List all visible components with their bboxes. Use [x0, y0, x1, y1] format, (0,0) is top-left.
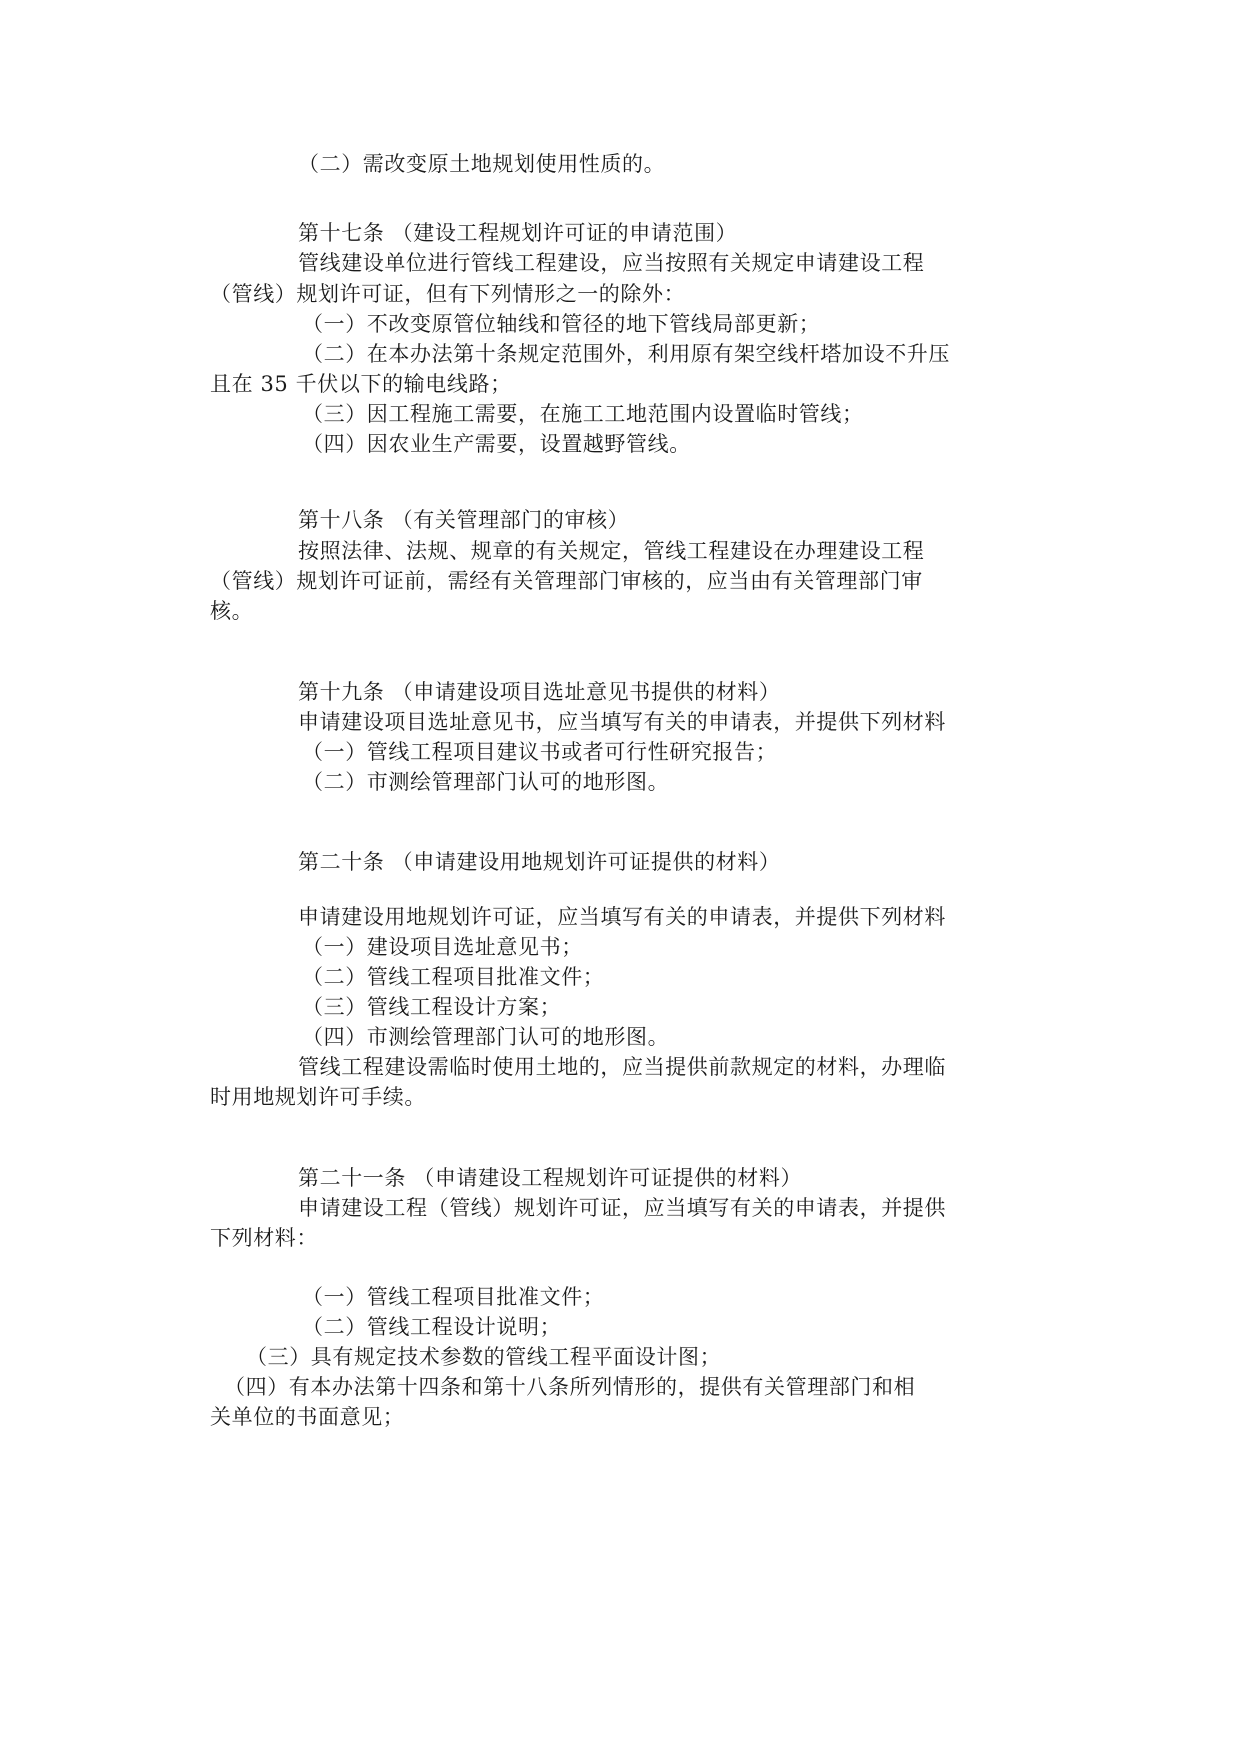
- article-17-item-2-line-1: （二）在本办法第十条规定范围外，利用原有架空线杆塔加设不升压: [302, 342, 950, 366]
- article-17-item-1: （一）不改变原管位轴线和管径的地下管线局部更新；: [302, 312, 821, 336]
- article-20-item-2: （二）管线工程项目批准文件；: [302, 965, 605, 989]
- article-21-text-line-2: 下列材料：: [210, 1226, 318, 1250]
- article-20-item-3: （三）管线工程设计方案；: [302, 995, 562, 1019]
- article-21-item-3: （三）具有规定技术参数的管线工程平面设计图；: [246, 1345, 722, 1369]
- article-18-heading: 第十八条 （有关管理部门的审核）: [298, 508, 630, 532]
- article-17-item-4: （四）因农业生产需要，设置越野管线。: [302, 432, 691, 456]
- article-19-heading: 第十九条 （申请建设项目选址意见书提供的材料）: [298, 680, 781, 704]
- article-17-item-2-line-2: 且在 35 千伏以下的输电线路；: [210, 372, 512, 396]
- article-20-text-line-3: 时用地规划许可手续。: [210, 1085, 426, 1109]
- article-19-text-line-1: 申请建设项目选址意见书，应当填写有关的申请表，并提供下列材料: [298, 710, 946, 734]
- article-18-text-line-2: （管线）规划许可证前，需经有关管理部门审核的，应当由有关管理部门审: [210, 569, 923, 593]
- article-21-text-line-1: 申请建设工程（管线）规划许可证，应当填写有关的申请表，并提供: [298, 1196, 946, 1220]
- article-21-item-2: （二）管线工程设计说明；: [302, 1315, 562, 1339]
- article-19-item-1: （一）管线工程项目建议书或者可行性研究报告；: [302, 740, 778, 764]
- article-20-heading: 第二十条 （申请建设用地规划许可证提供的材料）: [298, 850, 781, 874]
- article-21-item-1: （一）管线工程项目批准文件；: [302, 1285, 605, 1309]
- article-21-item-4-line-1: （四）有本办法第十四条和第十八条所列情形的，提供有关管理部门和相: [224, 1375, 916, 1399]
- article-20-text-line-1: 申请建设用地规划许可证，应当填写有关的申请表，并提供下列材料: [298, 905, 946, 929]
- article-19-item-2: （二）市测绘管理部门认可的地形图。: [302, 770, 670, 794]
- article-18-text-line-1: 按照法律、法规、规章的有关规定，管线工程建设在办理建设工程: [298, 539, 925, 563]
- article-21-heading: 第二十一条 （申请建设工程规划许可证提供的材料）: [298, 1166, 803, 1190]
- article-18-text-line-3: 核。: [210, 599, 254, 623]
- article-20-item-4: （四）市测绘管理部门认可的地形图。: [302, 1025, 670, 1049]
- clause-16-item-2: （二）需改变原土地规划使用性质的。: [298, 152, 666, 176]
- article-20-item-1: （一）建设项目选址意见书；: [302, 935, 583, 959]
- article-17-text-line-1: 管线建设单位进行管线工程建设，应当按照有关规定申请建设工程: [298, 251, 925, 275]
- article-21-item-4-line-2: 关单位的书面意见；: [210, 1405, 405, 1429]
- article-17-item-3: （三）因工程施工需要，在施工工地范围内设置临时管线；: [302, 402, 864, 426]
- article-20-text-line-2: 管线工程建设需临时使用土地的，应当提供前款规定的材料，办理临: [298, 1055, 946, 1079]
- article-17-heading: 第十七条 （建设工程规划许可证的申请范围）: [298, 221, 738, 245]
- article-17-text-line-2: （管线）规划许可证，但有下列情形之一的除外：: [210, 282, 686, 306]
